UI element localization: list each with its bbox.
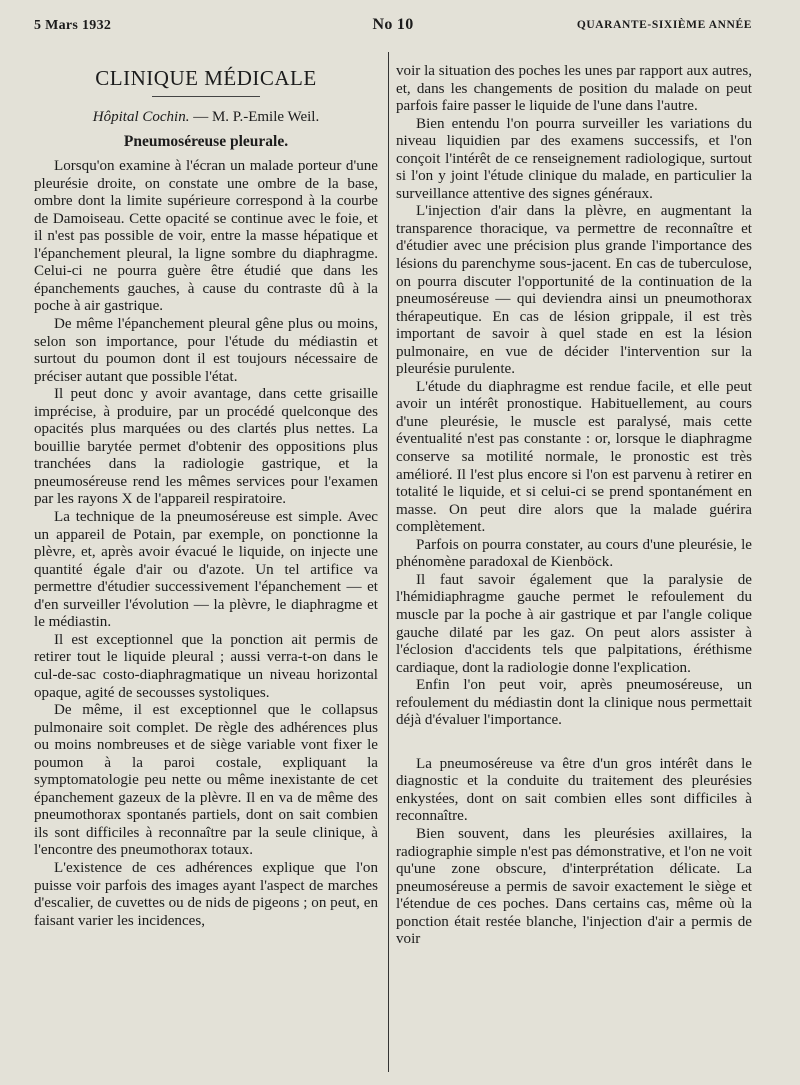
article-title: Pneumoséreuse pleurale. xyxy=(123,132,289,150)
paragraph: Il est exceptionnel que la ponction ait permis de retirer tout le liquide pleural ; aussi verra-t-on dans le cul-de-sac costo-diaphragmatique un niveau horizontal opaque, agité de secousses systoliques. xyxy=(34,631,378,701)
header-issue-number: No 10 xyxy=(372,16,414,33)
title-rule xyxy=(152,96,260,97)
byline: Hôpital Cochin. — M. P.-Emile Weil. xyxy=(92,109,320,125)
byline-author: M. P.-Emile Weil. xyxy=(211,109,320,125)
paragraph: Parfois on pourra constater, au cours d'une pleurésie, le phénomène paradoxal de Kienböck. xyxy=(396,536,752,571)
running-header xyxy=(34,18,752,38)
paragraph: La pneumoséreuse va être d'un gros intérêt dans le diagnostic et la conduite du traitement des pleurésies enkystées, dont on sait combien elles sont difficiles à reconnaître. xyxy=(396,755,752,825)
right-column xyxy=(396,63,752,949)
paragraph: De même, il est exceptionnel que le collapsus pulmonaire soit complet. De règle des adhérences plus ou moins nombreuses et de siège variable vont fixer le poumon à la paroi costale, expliquant la symptomatologie peu nette ou même inexistante de cet épanchement gazeux de la plèvre. Il en va de même des pneumothorax spontanés partiels, dont on sait combien ils sont difficiles à reconnaître par la seule clinique, à l'encontre des pneumothorax totaux. xyxy=(34,702,378,859)
section-gap xyxy=(396,730,752,756)
paragraph: L'injection d'air dans la plèvre, en augmentant la transparence thoracique, va permettre de reconnaître et d'étudier avec une précision plus grande l'importance des lésions du parenchyme sous-jacent. En cas de tuberculose, on pourra discuter l'opportunité de la continuation de la pneumoséreuse — qui deviendra ainsi un pneumothorax thérapeutique. En cas de lésion grippale, il est très important de savoir à quel stade en est la lésion pulmonaire, en vue de décider l'intervention sur la pleurésie purulente. xyxy=(396,203,752,378)
section-title: CLINIQUE MÉDICALE xyxy=(95,66,317,90)
left-column xyxy=(34,60,378,930)
byline-hospital: Hôpital Cochin. xyxy=(92,109,190,125)
paragraph: Enfin l'on peut voir, après pneumoséreuse, un refoulement du médiastin dont la clinique nous permettait déjà d'évaluer l'importance. xyxy=(396,677,752,729)
paragraph: La technique de la pneumoséreuse est simple. Avec un appareil de Potain, par exemple, on ponctionne la plèvre, et, après avoir évacué le liquide, on injecte une quantité égale d'air ou d'azote. Un tel artifice va permettre d'étudier successivement l'épanchement — et d'en surveiller l'évolution — la plèvre, le diaphragme et le médiastin. xyxy=(34,509,378,631)
paragraph: voir la situation des poches les unes par rapport aux autres, et, dans les changements de position du malade on peut parfois faire passer le liquide de l'une dans l'autre. xyxy=(396,63,752,115)
paragraph: De même l'épanchement pleural gêne plus ou moins, selon son importance, pour l'étude du médiastin et surtout du poumon dont il est toujours nécessaire de préciser autant que possible l'état. xyxy=(34,316,378,385)
paragraph: Il peut donc y avoir avantage, dans cette grisaille imprécise, à produire, par un procédé quelconque des opacités plus marquées ou des clartés plus nettes. La bouillie barytée permet d'obtenir des oppositions plus tranchées dans la radiologie gastrique, et la pneumoséreuse rend les mêmes services pour l'examen par les rayons X de l'appareil respiratoire. xyxy=(34,386,378,508)
paragraph: Il faut savoir également que la paralysie de l'hémidiaphragme gauche permet le refoulement du muscle par la poche à air gastrique et par l'angle colique gauche dilaté par les gaz. On peut alors assister à l'éclosion d'accidents tels que palpitations, éréthisme cardiaque, dont la radiologie donne l'explication. xyxy=(396,571,752,676)
column-divider xyxy=(388,52,389,1072)
paragraph: Lorsqu'on examine à l'écran un malade porteur d'une pleurésie droite, on constate une ombre de la base, ombre dont la limite supérieure correspond à la courbe de Damoiseau. Cette opacité se continue avec le foie, et il n'est pas possible de voir, entre la masse hépatique et l'épanchement pleural, la ligne sombre du diaphragme. Celui-ci ne pourra guère être étudié que dans les épanchements gauches, à cause du contraste dû à la poche à air gastrique. xyxy=(34,158,378,315)
paragraph: L'étude du diaphragme est rendue facile, et elle peut avoir un intérêt pronostique. Habituellement, au cours d'une pleurésie, le muscle est paralysé, mais cette éventualité n'est pas constante : or, lorsque le diaphragme conserve sa motilité normale, le pronostic est très amélioré. Il l'est plus encore si l'on est parvenu à retirer en totalité le liquide, et si celui-ci se prend spontanément en masse. On peut dire alors que la malade guérira complètement. xyxy=(396,378,752,536)
paragraph: Bien souvent, dans les pleurésies axillaires, la radiographie simple n'est pas démonstrative, et l'on ne voit qu'une zone obscure, d'interprétation délicate. La pneumoséreuse a permis de savoir exactement le siège et l'étendue de ces poches. Dans certains cas, même où la ponction était restée blanche, l'injection d'air a permis de voir xyxy=(396,825,752,948)
header-year: QUARANTE-SIXIÈME ANNÉE xyxy=(576,19,752,31)
paragraph: L'existence de ces adhérences explique que l'on puisse voir parfois des images ayant l'aspect de marches d'escalier, de cuvettes ou de nids de pigeons ; on peut, en faisant varier les incidences, xyxy=(34,859,378,929)
header-date: 5 Mars 1932 xyxy=(34,18,112,33)
paragraph: Bien entendu l'on pourra surveiller les variations du niveau liquidien par des examens successifs, et l'on conçoit l'intérêt de ce renseignement radiologique, surtout si l'on y joint l'étude clinique du malade, en particulier la surveillance attentive des signes généraux. xyxy=(396,115,752,202)
